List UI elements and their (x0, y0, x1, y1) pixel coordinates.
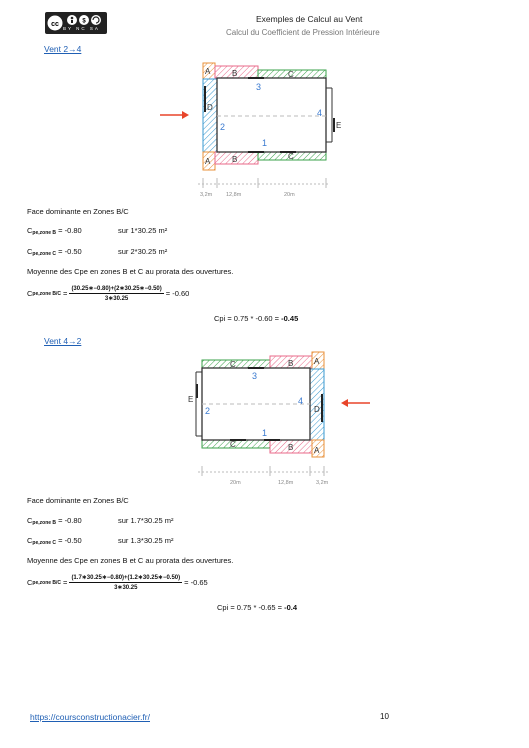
dim-3: 20m (284, 192, 295, 198)
cpe-b-1-sub: pe,zone B (32, 230, 57, 236)
label-face-4-2: 4 (298, 396, 304, 406)
dim-1-2: 20m (230, 480, 241, 486)
wind-arrow-2 (340, 398, 372, 408)
dominant-face-2: Face dominante en Zones B/C (27, 496, 129, 505)
dim-3-2: 3,2m (316, 480, 329, 486)
wind-arrow-1 (158, 110, 190, 120)
cpi-1-text: Cpi = 0.75 * -0.60 = (214, 314, 282, 323)
label-zone-b-top-2: B (288, 359, 294, 368)
formula-2: C pe,zone B/C = $\frac{(1.7∗30.25∗-0.80)+(1.2∗30.25∗-0.50)}{3∗30.25}$ = -0.65 (27, 575, 208, 591)
wind-diagram-2 (180, 344, 350, 492)
average-text-1: Moyenne des Cpe en zones B et C au prorata des ouvertures. (27, 267, 234, 276)
cpe-b-1 (27, 226, 82, 236)
label-zone-a-top: A (205, 67, 211, 76)
cpe-b-1-label: C (27, 226, 33, 235)
building-outline (217, 78, 326, 152)
cpe-b-2-label: C (27, 516, 33, 525)
label-zone-d-2: D (314, 405, 320, 414)
zone-c-top-2 (202, 360, 270, 368)
cpe-c-2-value: = -0.50 (58, 536, 82, 545)
header-subtitle: Calcul du Coefficient de Pression Intérieure (226, 28, 380, 37)
cpi-2 (217, 603, 297, 612)
cpe-c-1-area: sur 2*30.25 m² (118, 247, 168, 256)
license-badge (45, 12, 107, 34)
header-title: Exemples de Calcul au Vent (256, 14, 363, 24)
label-zone-b-bottom-2: B (288, 443, 294, 452)
label-zone-b-bottom: B (232, 155, 238, 164)
formula-2-label: C (27, 578, 33, 587)
cpe-b-2-value: = -0.80 (58, 516, 82, 525)
formula-2-sub: pe,zone B/C (32, 579, 62, 586)
label-zone-c-top-2: C (230, 360, 236, 369)
label-zone-c-bottom: C (288, 152, 294, 161)
dominant-face-1: Face dominante en Zones B/C (27, 207, 129, 216)
label-face-3: 3 (256, 82, 262, 92)
formula-2-numerator: (1.7∗30.25∗−0.80)+(1.2∗30.25∗−0.50) (71, 575, 181, 581)
cpe-c-2 (27, 536, 82, 546)
label-zone-c-bottom-2: C (230, 440, 236, 449)
formula-2-fraction (69, 574, 182, 591)
zone-c-bottom-2 (202, 440, 270, 448)
cpi-2-text: Cpi = 0.75 * -0.65 = (217, 603, 285, 612)
license-text: BY NC SA (63, 26, 100, 31)
cpe-c-2-area: sur 1.3*30.25 m² (118, 536, 174, 545)
formula-1: C pe,zone B/C = $\frac{(30.25∗-0.80)+(2∗30.25∗-0.50)}{3∗30.25}$ = -0.60 (27, 286, 190, 302)
label-zone-b-top: B (232, 69, 238, 78)
label-face-1: 1 (262, 138, 268, 148)
cpe-c-1-label: C (27, 247, 33, 256)
section-heading-1: Vent 2→4 (44, 44, 82, 54)
label-face-4: 4 (317, 108, 323, 118)
label-zone-c-top: C (288, 70, 294, 79)
cpe-c-1 (27, 247, 82, 257)
cpi-1 (214, 314, 298, 323)
cpe-b-2 (27, 516, 82, 526)
formula-1-sub: pe,zone B/C (32, 290, 62, 297)
formula-2-result: = -0.65 (184, 578, 208, 587)
formula-1-denominator: 3∗30.25 (104, 296, 129, 302)
average-text-2: Moyenne des Cpe en zones B et C au prorata des ouvertures. (27, 556, 234, 565)
cpe-c-2-label: C (27, 536, 33, 545)
label-zone-e-2: E (188, 395, 194, 404)
formula-1-label: C (27, 289, 33, 298)
cpi-2-value: -0.4 (284, 603, 298, 612)
cpe-c-2-sub: pe,zone C (32, 540, 57, 546)
dim-2: 12,8m (226, 192, 242, 198)
cpe-b-2-area: sur 1.7*30.25 m² (118, 516, 174, 525)
cpe-b-1-value: = -0.80 (58, 226, 82, 235)
dim-1: 3,2m (200, 192, 213, 198)
formula-1-numerator: (30.25∗−0.80)+(2∗30.25∗−0.50) (71, 286, 162, 292)
wind-diagram-1 (150, 58, 360, 202)
label-zone-a-bottom: A (205, 157, 211, 166)
dim-2-2: 12,8m (278, 480, 294, 486)
label-zone-a-top-2: A (314, 357, 320, 366)
cpe-c-1-sub: pe,zone C (32, 251, 57, 257)
label-face-1-2: 1 (262, 428, 268, 438)
section-heading-2: Vent 4→2 (44, 336, 82, 346)
cpe-b-2-sub: pe,zone B (32, 520, 57, 526)
label-face-2-2: 2 (205, 406, 211, 416)
formula-2-denominator: 3∗30.25 (114, 585, 138, 591)
svg-text:$: $ (82, 18, 86, 25)
cpe-c-1-value: = -0.50 (58, 247, 82, 256)
footer-url-link[interactable]: https://coursconstructionacier.fr/ (30, 712, 150, 722)
formula-1-fraction (69, 285, 163, 302)
cpi-1-value: -0.45 (281, 314, 299, 323)
page-number: 10 (380, 712, 389, 721)
label-zone-d: D (207, 103, 213, 112)
label-face-2: 2 (220, 122, 226, 132)
label-face-3-2: 3 (252, 371, 258, 381)
formula-1-result: = -0.60 (165, 289, 190, 298)
label-zone-e: E (336, 121, 342, 130)
svg-text:cc: cc (51, 21, 59, 28)
cpe-b-1-area: sur 1*30.25 m² (118, 226, 168, 235)
label-zone-a-bottom-2: A (314, 446, 320, 455)
